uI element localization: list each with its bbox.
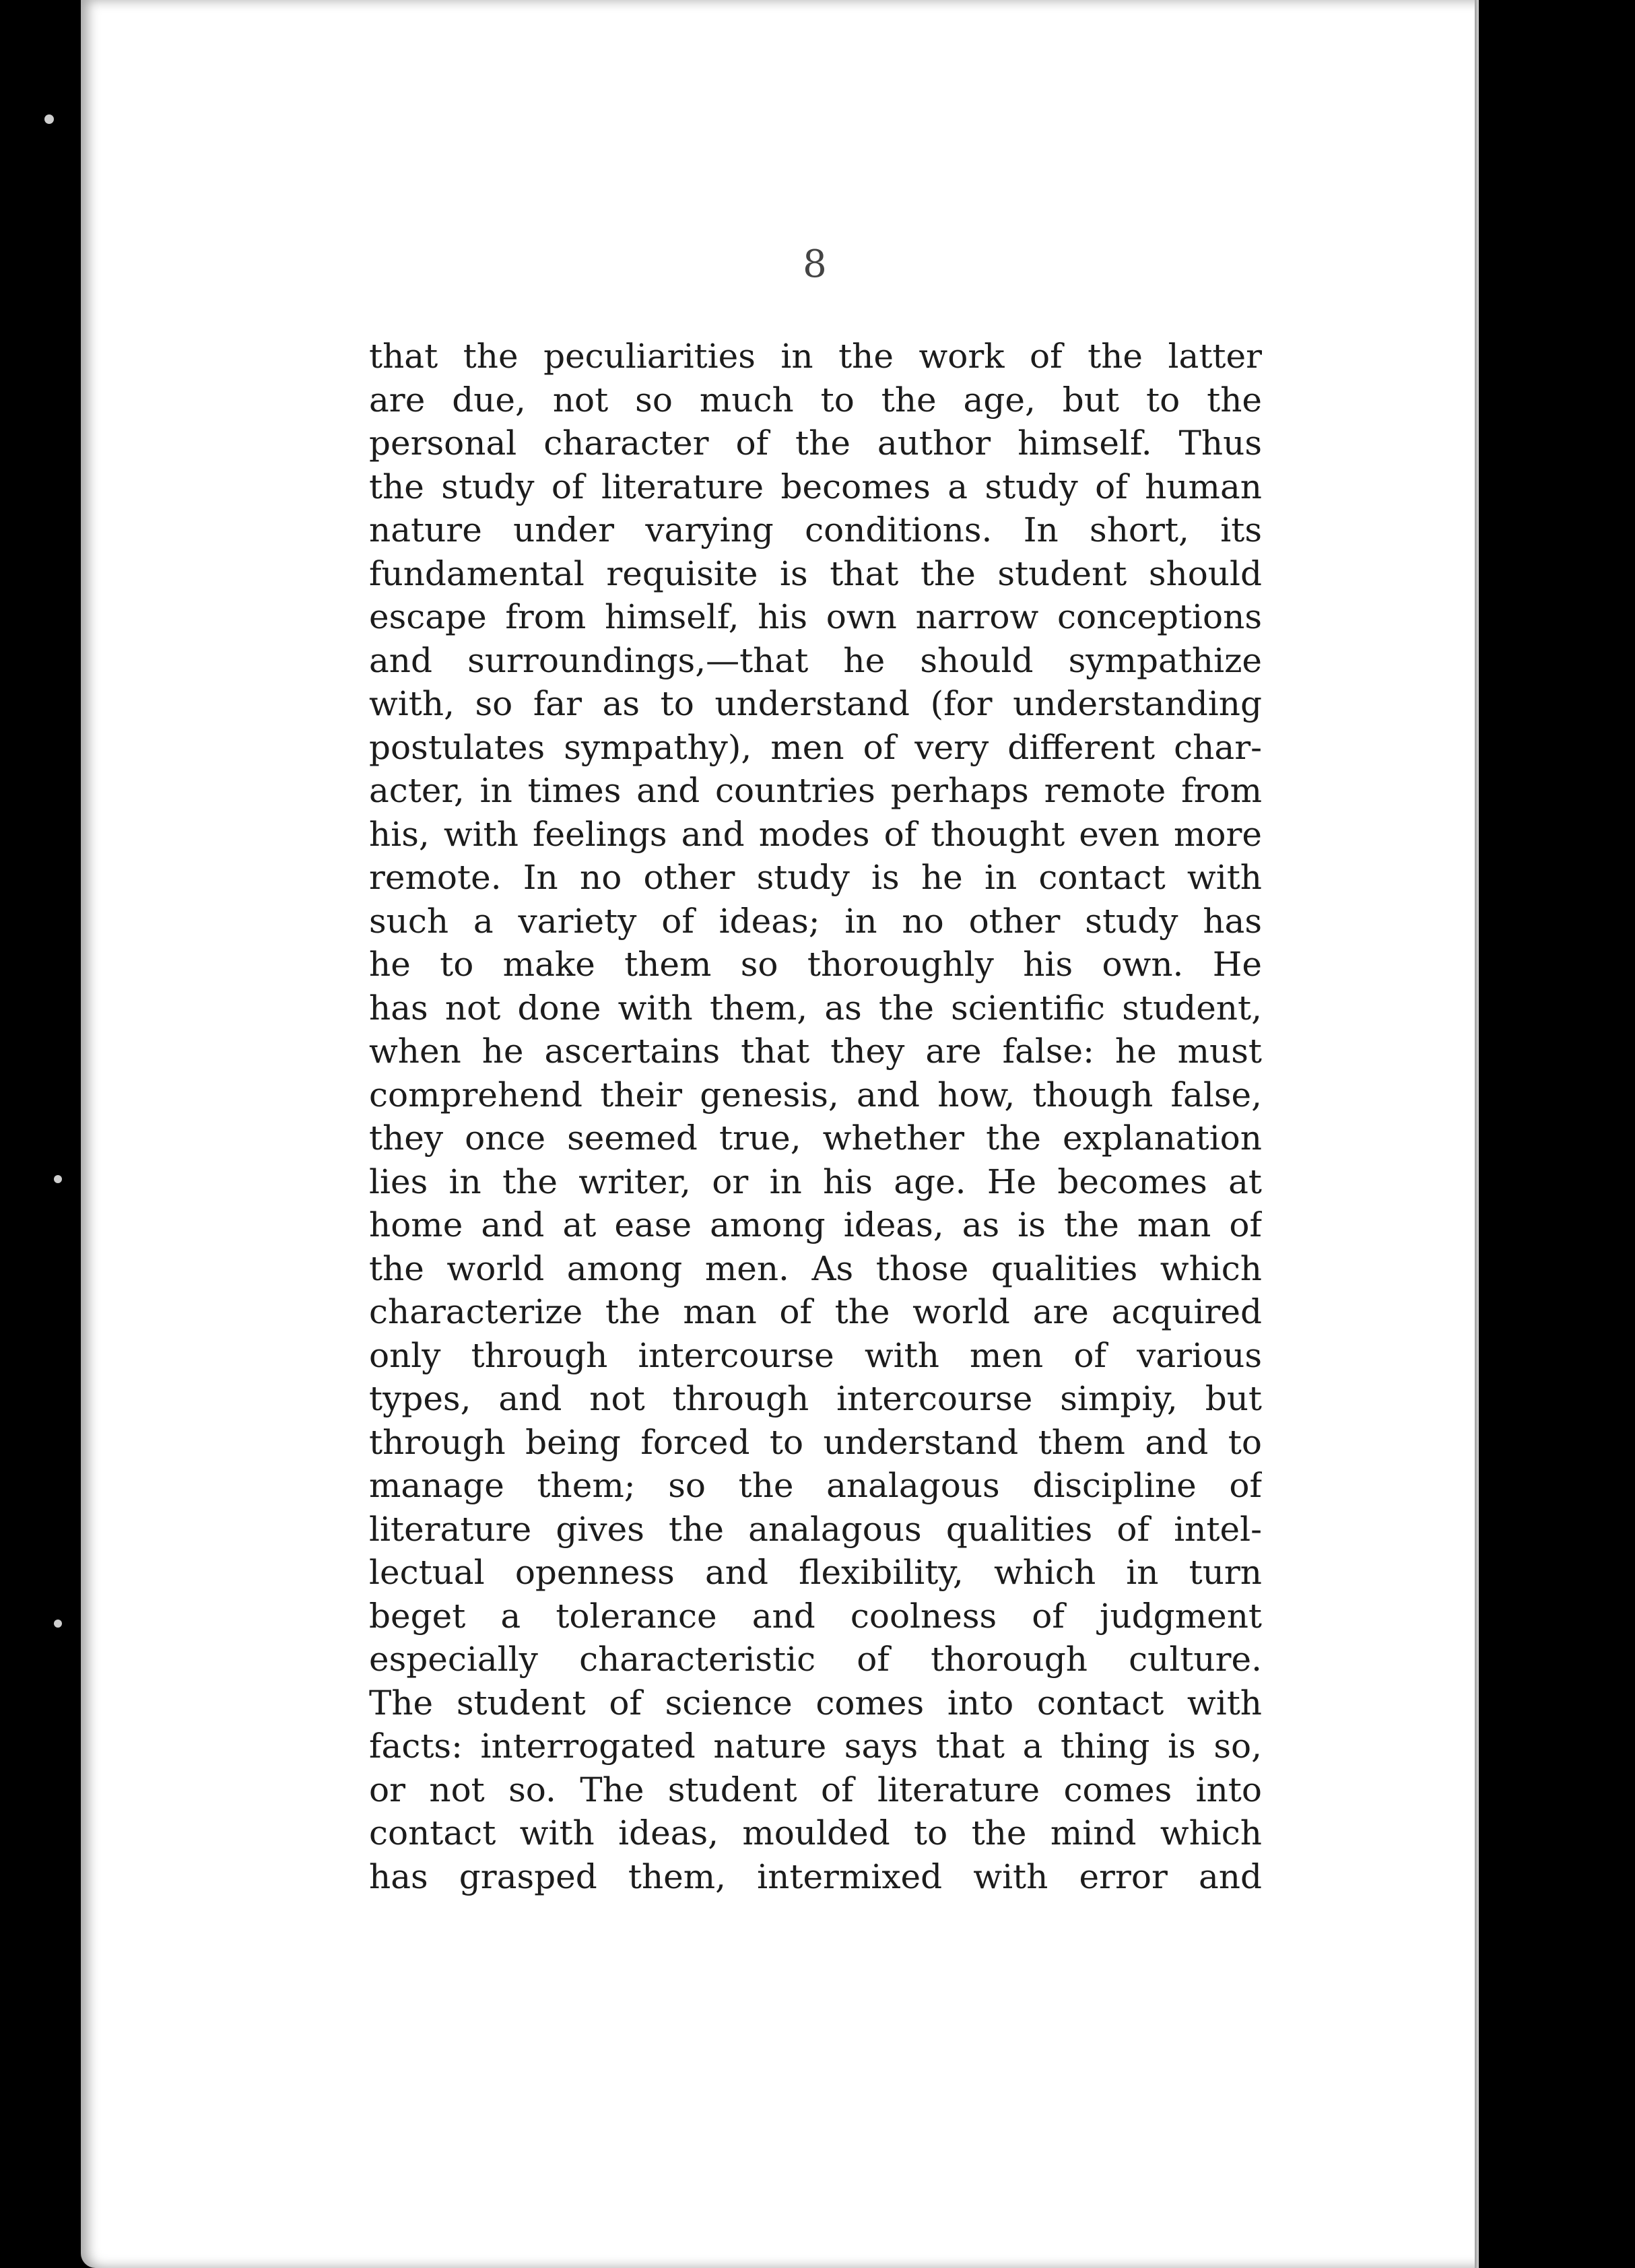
text-line: are due, not so much to the age, but to the: [369, 380, 1262, 420]
text-line: The student of science comes into contact with: [369, 1683, 1262, 1723]
text-line: when he ascertains that they are false: he must: [369, 1032, 1262, 1071]
scan-margin: [1479, 0, 1635, 2268]
text-line: the world among men. As those qualities which: [369, 1248, 1262, 1288]
text-line: contact with ideas, moulded to the mind which: [369, 1813, 1262, 1853]
text-line: he to make them so thoroughly his own. He: [369, 945, 1262, 984]
text-line: has grasped them, intermixed with error and: [369, 1857, 1262, 1896]
text-line: home and at ease among ideas, as is the man of: [369, 1205, 1262, 1244]
text-line: only through intercourse with men of various: [369, 1335, 1262, 1375]
text-line: characterize the man of the world are acquired: [369, 1292, 1262, 1331]
text-line: remote. In no other study is he in contact with: [369, 858, 1262, 897]
text-line: that the peculiarities in the work of the latter: [369, 337, 1262, 376]
text-line: such a variety of ideas; in no other study has: [369, 901, 1262, 941]
dust-speck: [44, 114, 54, 124]
text-line: types, and not through intercourse simpiy, but: [369, 1379, 1262, 1418]
text-line: acter, in times and countries perhaps remote from: [369, 771, 1262, 810]
text-line: beget a tolerance and coolness of judgment: [369, 1596, 1262, 1636]
page-number: 8: [803, 242, 827, 286]
dust-speck: [54, 1175, 62, 1183]
text-line: the study of literature becomes a study of human: [369, 467, 1262, 506]
text-line: facts: interrogated nature says that a thing is so,: [369, 1727, 1262, 1766]
text-line: through being forced to understand them and to: [369, 1422, 1262, 1462]
text-line: fundamental requisite is that the student should: [369, 554, 1262, 593]
text-line: escape from himself, his own narrow conceptions: [369, 597, 1262, 636]
text-line: with, so far as to understand (for understanding: [369, 684, 1262, 723]
text-line: nature under varying conditions. In short, its: [369, 510, 1262, 549]
dust-speck: [54, 1620, 62, 1628]
text-line: literature gives the analagous qualities of intel-: [369, 1509, 1262, 1549]
text-line: especially characteristic of thorough culture.: [369, 1640, 1262, 1679]
body-text: [369, 335, 1262, 1898]
text-line: they once seemed true, whether the explanation: [369, 1119, 1262, 1158]
text-line: postulates sympathy), men of very different char-: [369, 727, 1262, 767]
text-line: his, with feelings and modes of thought even more: [369, 814, 1262, 854]
text-line: has not done with them, as the scientific student,: [369, 988, 1262, 1028]
text-line: or not so. The student of literature comes into: [369, 1770, 1262, 1809]
text-line: lies in the writer, or in his age. He becomes at: [369, 1162, 1262, 1201]
text-line: and surroundings,—that he should sympathize: [369, 640, 1262, 680]
text-line: comprehend their genesis, and how, though false,: [369, 1075, 1262, 1114]
text-line: lectual openness and flexibility, which in turn: [369, 1553, 1262, 1592]
text-line: personal character of the author himself. Thus: [369, 424, 1262, 463]
text-line: manage them; so the analagous discipline of: [369, 1466, 1262, 1505]
